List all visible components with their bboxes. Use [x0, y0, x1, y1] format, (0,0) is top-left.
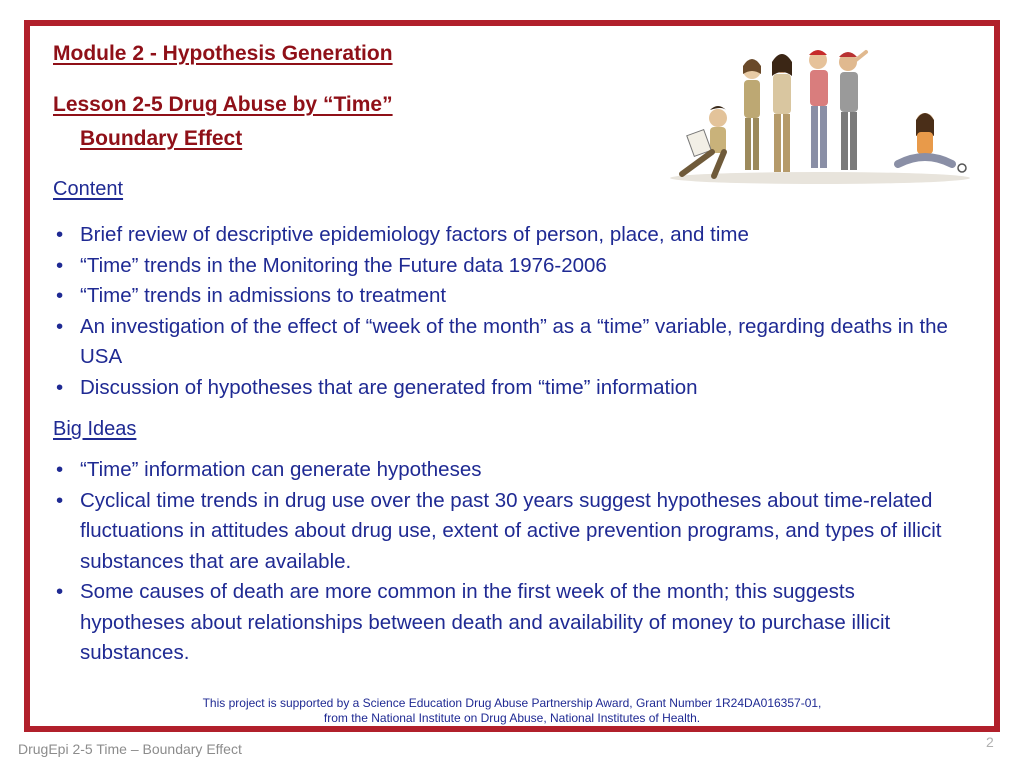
standing-figure-3 — [809, 50, 828, 168]
content-bullet-list — [53, 220, 953, 403]
funding-note-line-1: This project is supported by a Science Education Drug Abuse Partnership Award, Grant Number 1R24DA016357-01, — [202, 696, 822, 710]
big-ideas-bullet-2: • Cyclical time trends in drug use over the past 30 years suggest hypotheses about time-related fluctuations in attitudes about drug use, extent of active prevention programs, and types of illicit substances that are available. — [53, 486, 953, 578]
big-ideas-bullet-3: • Some causes of death are more common in the first week of the month; this suggests hypotheses about relationships between death and availability of money to purchase illicit substances. — [53, 577, 953, 669]
standing-figure-4 — [839, 52, 866, 170]
standing-figure-2 — [772, 54, 792, 172]
content-bullet-1: • Brief review of descriptive epidemiology factors of person, place, and time — [53, 220, 953, 251]
big-ideas-bullet-1: • “Time” information can generate hypotheses — [53, 455, 953, 486]
content-section-label: Content — [53, 178, 124, 200]
content-bullet-4: • An investigation of the effect of “week of the month” as a “time” variable, regarding deaths in the USA — [53, 312, 953, 373]
students-group-illustration — [660, 40, 980, 190]
big-ideas-section-label: Big Ideas — [53, 418, 137, 440]
slide-number: 2 — [986, 734, 994, 750]
content-bullet-5: • Discussion of hypotheses that are generated from “time” information — [53, 373, 953, 404]
funding-note-line-2: from the National Institute on Drug Abuse, National Institutes of Health. — [323, 711, 701, 725]
big-ideas-bullet-list — [53, 455, 953, 669]
lesson-title: Lesson 2-5 Drug Abuse by “Time” — [53, 93, 393, 116]
module-title: Module 2 - Hypothesis Generation — [53, 42, 393, 65]
content-bullet-2: • “Time” trends in the Monitoring the Future data 1976-2006 — [53, 251, 953, 282]
seated-reader-figure — [682, 106, 727, 176]
slide-footer-title: DrugEpi 2-5 Time – Boundary Effect — [18, 741, 242, 757]
content-bullet-3: • “Time” trends in admissions to treatment — [53, 281, 953, 312]
seated-figure-right — [898, 113, 966, 172]
standing-figure-1 — [743, 59, 761, 170]
lesson-subtitle: Boundary Effect — [80, 127, 243, 150]
funding-note — [24, 696, 1000, 726]
